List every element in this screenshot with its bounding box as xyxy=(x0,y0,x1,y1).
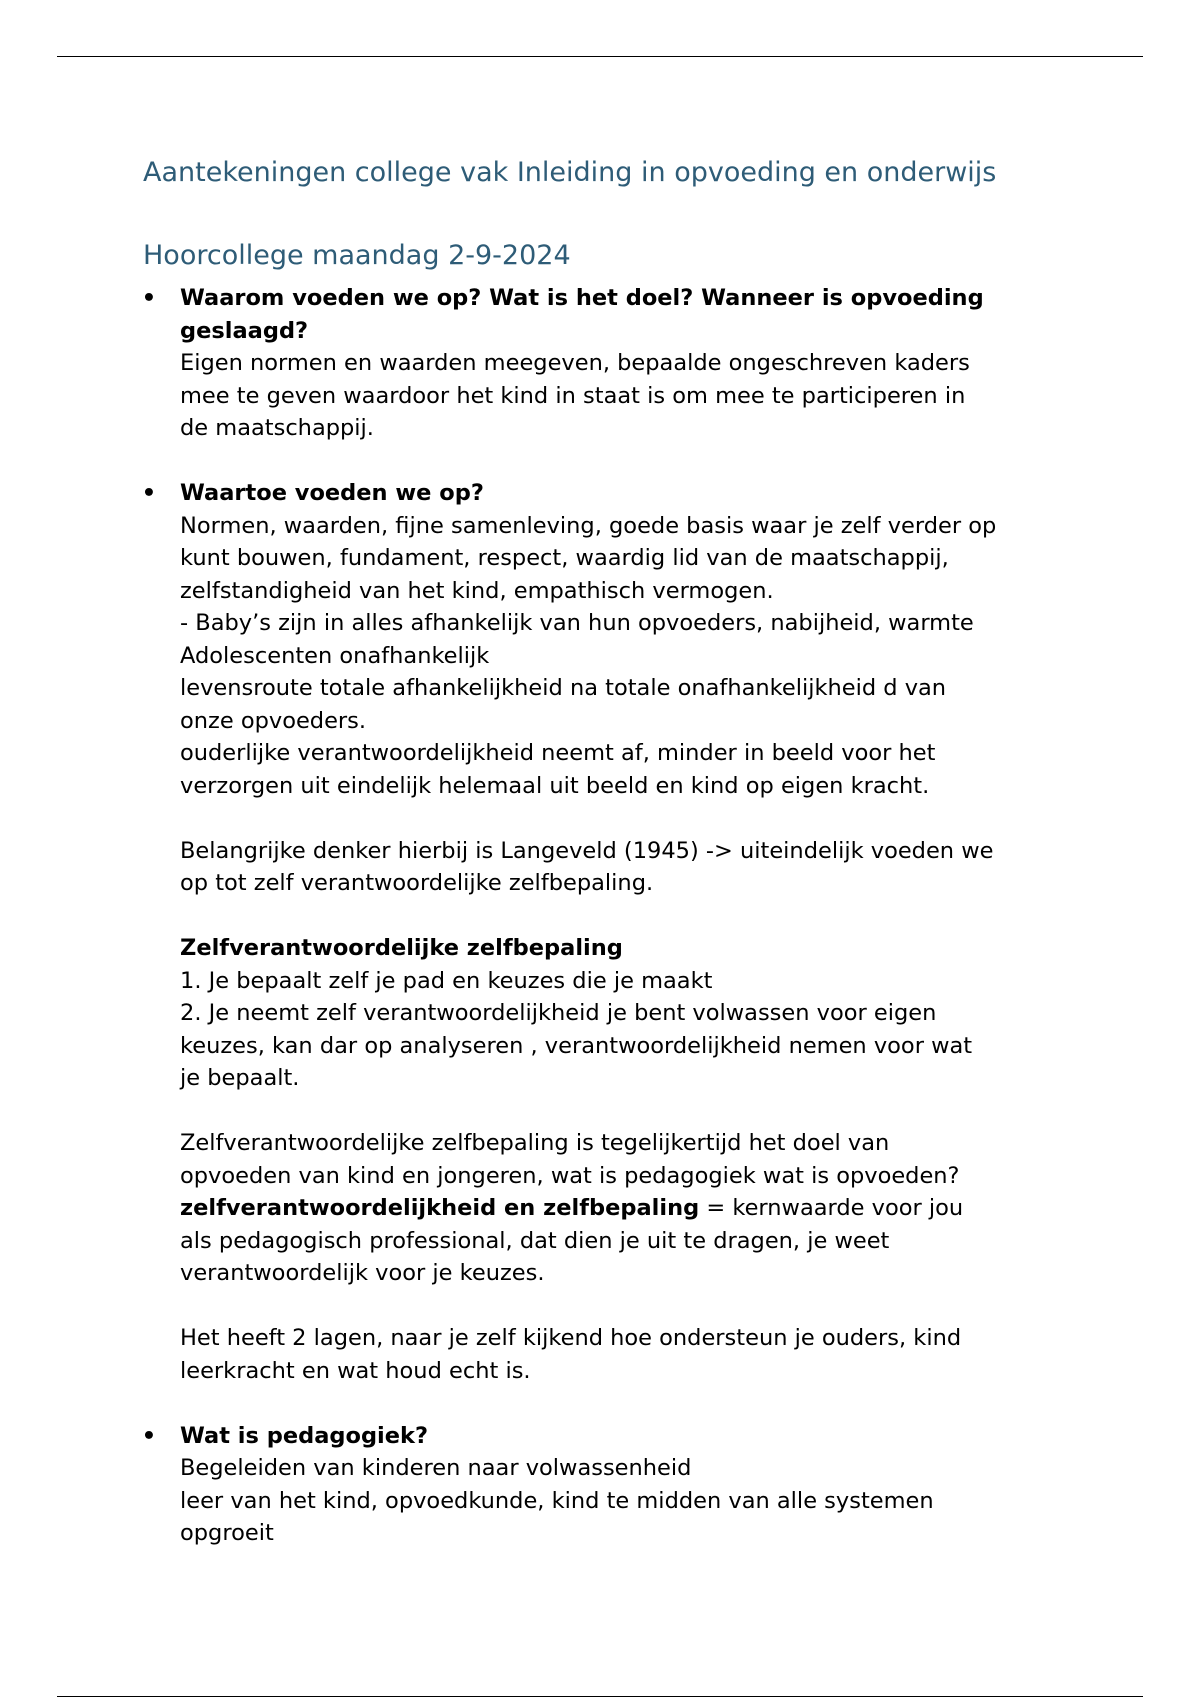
goal-line: Zelfverantwoordelijke zelfbepaling is tegelijkertijd het doel van xyxy=(180,1130,890,1156)
body-line: zelfstandigheid van het kind, empathisch vermogen. xyxy=(180,577,774,604)
bullet-icon: • xyxy=(141,480,157,506)
body-line: - Baby’s zijn in alles afhankelijk van hun opvoeders, nabijheid, warmte xyxy=(180,610,974,636)
question-line: Waarom voeden we op? Wat is het doel? Wanneer is opvoeding xyxy=(180,285,984,311)
spacer xyxy=(0,1387,1200,1420)
bullet-icon: • xyxy=(141,1422,157,1449)
numbered-line: 2. Je neemt zelf verantwoordelijkheid je bent volwassen voor eigen xyxy=(180,1000,937,1026)
body-line: opgroeit xyxy=(180,1520,274,1546)
core-value-line xyxy=(180,1192,1200,1225)
question-line: Waartoe voeden we op? xyxy=(180,480,484,506)
question-line: geslaagd? xyxy=(180,317,309,344)
document-title: Aantekeningen college vak Inleiding in opvoeding en onderwijs xyxy=(143,157,997,188)
core-value-rest: = kernwaarde voor jou xyxy=(699,1195,964,1221)
core-value-bold: zelfverantwoordelijkheid en zelfbepaling xyxy=(180,1195,700,1221)
spacer xyxy=(0,445,1200,478)
bullet-icon: • xyxy=(141,285,157,311)
body-line: Begeleiden van kinderen naar volwassenheid xyxy=(180,1455,692,1481)
list-item-aim xyxy=(0,477,1200,1387)
top-rule xyxy=(57,56,1143,57)
numbered-line: keuzes, kan dar op analyseren , verantwoordelijkheid nemen voor wat xyxy=(180,1032,973,1059)
body-line: levensroute totale afhankelijkheid na totale onafhankelijkheid d van xyxy=(180,675,947,701)
subheading: Zelfverantwoordelijke zelfbepaling xyxy=(180,935,623,961)
numbered-line: 1. Je bepaalt zelf je pad en keuzes die je maakt xyxy=(180,967,713,994)
body-line: verzorgen uit eindelijk helemaal uit beeld en kind op eigen kracht. xyxy=(180,772,930,799)
session-heading: Hoorcollege maandag 2-9-2024 xyxy=(143,240,571,271)
body-line: mee te geven waardoor het kind in staat is om mee te participeren in xyxy=(180,382,966,409)
layers-line: leerkracht en wat houd echt is. xyxy=(180,1357,531,1384)
body-line: de maatschappij. xyxy=(180,415,374,441)
spacer xyxy=(180,802,1200,835)
body-line: kunt bouwen, fundament, respect, waardig lid van de maatschappij, xyxy=(180,545,949,571)
bottom-rule xyxy=(57,1696,1143,1697)
body-line: Adolescenten onafhankelijk xyxy=(180,642,490,669)
layers-line: Het heeft 2 lagen, naar je zelf kijkend hoe ondersteun je ouders, kind xyxy=(180,1325,962,1351)
body-line: Eigen normen en waarden meegeven, bepaalde ongeschreven kaders xyxy=(180,350,970,376)
body-line: leer van het kind, opvoedkunde, kind te midden van alle systemen xyxy=(180,1487,934,1514)
body-line: Normen, waarden, fijne samenleving, goede basis waar je zelf verder op xyxy=(180,512,997,539)
spacer xyxy=(180,900,1200,933)
numbered-line: je bepaalt. xyxy=(180,1065,300,1091)
core-value-line: verantwoordelijk voor je keuzes. xyxy=(180,1260,545,1286)
core-value-line: als pedagogisch professional, dat dien je uit te dragen, je weet xyxy=(180,1227,890,1254)
question-line: Wat is pedagogiek? xyxy=(180,1422,429,1449)
langeveld-line: Belangrijke denker hierbij is Langeveld (1945) -> uiteindelijk voeden we xyxy=(180,837,994,864)
spacer xyxy=(180,1290,1200,1323)
list-item-pedagogy xyxy=(0,1420,1200,1550)
body-line: onze opvoeders. xyxy=(180,707,367,734)
notes-content xyxy=(0,282,1200,1550)
spacer xyxy=(180,1095,1200,1128)
langeveld-line: op tot zelf verantwoordelijke zelfbepaling. xyxy=(180,870,654,896)
body-line: ouderlijke verantwoordelijkheid neemt af, minder in beeld voor het xyxy=(180,740,936,766)
list-item-purpose xyxy=(0,282,1200,445)
goal-line: opvoeden van kind en jongeren, wat is pedagogiek wat is opvoeden? xyxy=(180,1162,960,1189)
